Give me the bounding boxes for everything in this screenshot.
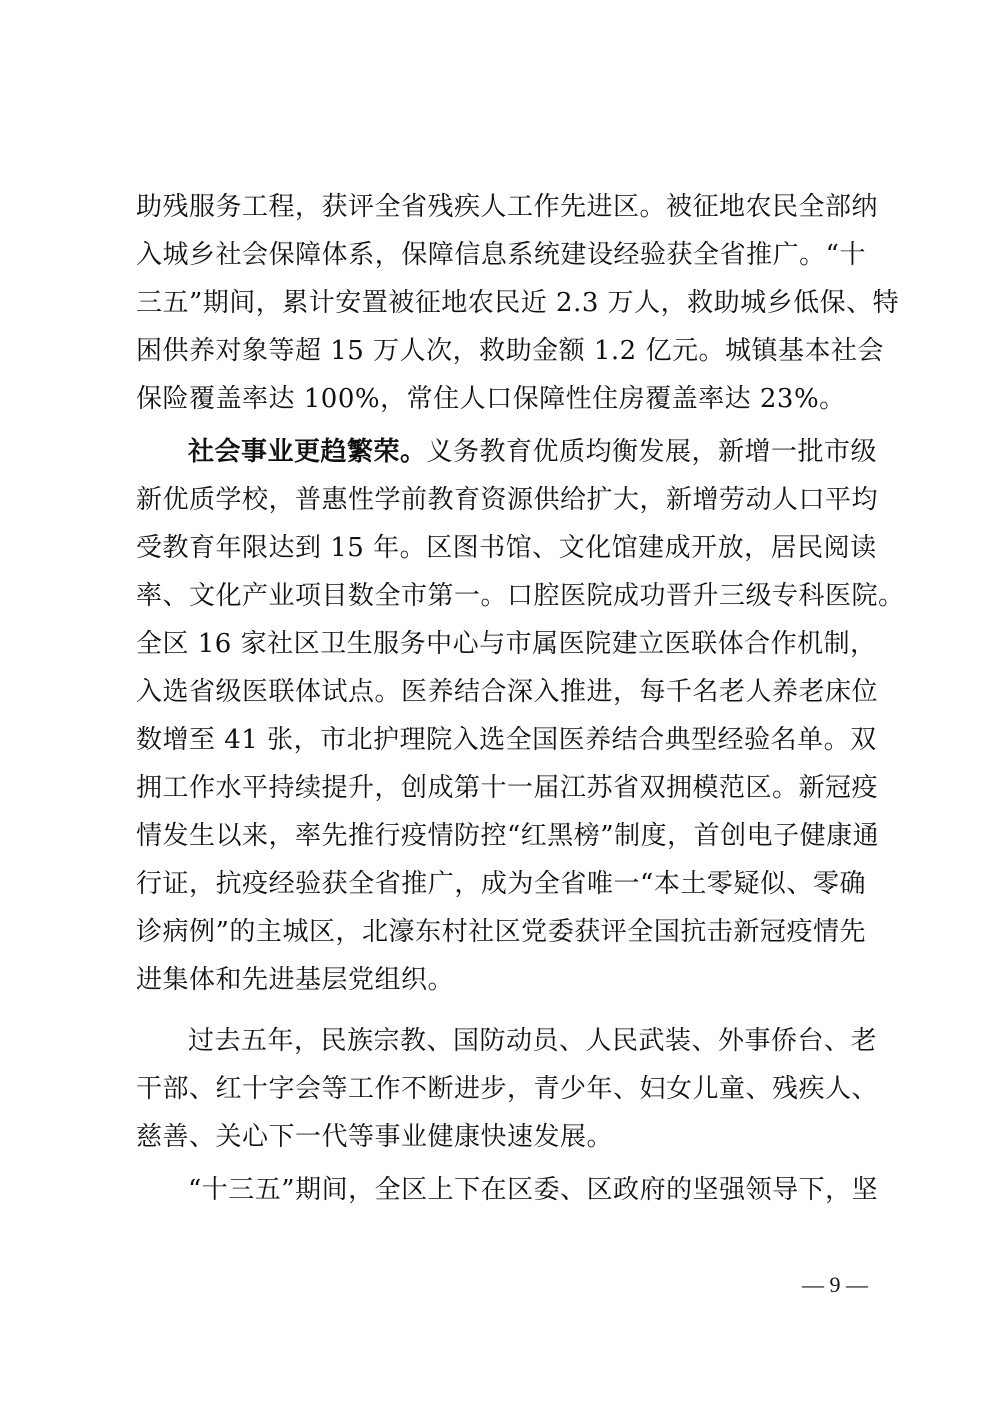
paragraph-heading: 社会事业更趋繁荣。 — [188, 437, 427, 467]
text-line: 率、文化产业项目数全市第一。口腔医院成功晋升三级专科医院。 — [136, 581, 905, 611]
text-line: 情发生以来，率先推行疫情防控“红黑榜”制度，首创电子健康通 — [136, 821, 880, 851]
text-line: 拥工作水平持续提升，创成第十一届江苏省双拥模范区。新冠疫 — [136, 773, 879, 803]
text-line: 入选省级医联体试点。医养结合深入推进，每千名老人养老床位 — [136, 677, 879, 707]
text-span: 义务教育优质均衡发展，新增一批市级 — [426, 437, 878, 467]
text-line: 过去五年，民族宗教、国防动员、人民武装、外事侨台、老 — [188, 1026, 878, 1056]
text-line: 三五”期间，累计安置被征地农民近 2.3 万人，救助城乡低保、特 — [136, 288, 900, 318]
text-line: 新优质学校，普惠性学前教育资源供给扩大，新增劳动人口平均 — [136, 485, 879, 515]
text-line: 干部、红十字会等工作不断进步，青少年、妇女儿童、残疾人、 — [136, 1074, 879, 1104]
text-line: 进集体和先进基层党组织。 — [136, 965, 455, 995]
text-line: 数增至 41 张，市北护理院入选全国医养结合典型经验名单。双 — [136, 725, 877, 755]
text-line: 慈善、关心下一代等事业健康快速发展。 — [136, 1122, 614, 1152]
text-line: 助残服务工程，获评全省残疾人工作先进区。被征地农民全部纳 — [136, 192, 879, 222]
text-line: 全区 16 家社区卫生服务中心与市属医院建立医联体合作机制， — [136, 629, 877, 659]
text-line: 行证，抗疫经验获全省推广，成为全省唯一“本土零疑似、零确 — [136, 869, 866, 899]
text-line: 保险覆盖率达 100%，常住人口保障性住房覆盖率达 23%。 — [136, 384, 846, 414]
text-line: 入城乡社会保障体系，保障信息系统建设经验获全省推广。“十 — [136, 240, 866, 270]
text-line: 困供养对象等超 15 万人次，救助金额 1.2 亿元。城镇基本社会 — [136, 336, 884, 366]
text-line: “十三五”期间，全区上下在区委、区政府的坚强领导下，坚 — [188, 1175, 879, 1205]
paragraph-first-line — [188, 432, 878, 472]
text-line: 受教育年限达到 15 年。区图书馆、文化馆建成开放，居民阅读 — [136, 533, 877, 563]
page-number: — 9 — — [802, 1272, 868, 1297]
text-line: 诊病例”的主城区，北濠东村社区党委获评全国抗击新冠疫情先 — [136, 917, 866, 947]
